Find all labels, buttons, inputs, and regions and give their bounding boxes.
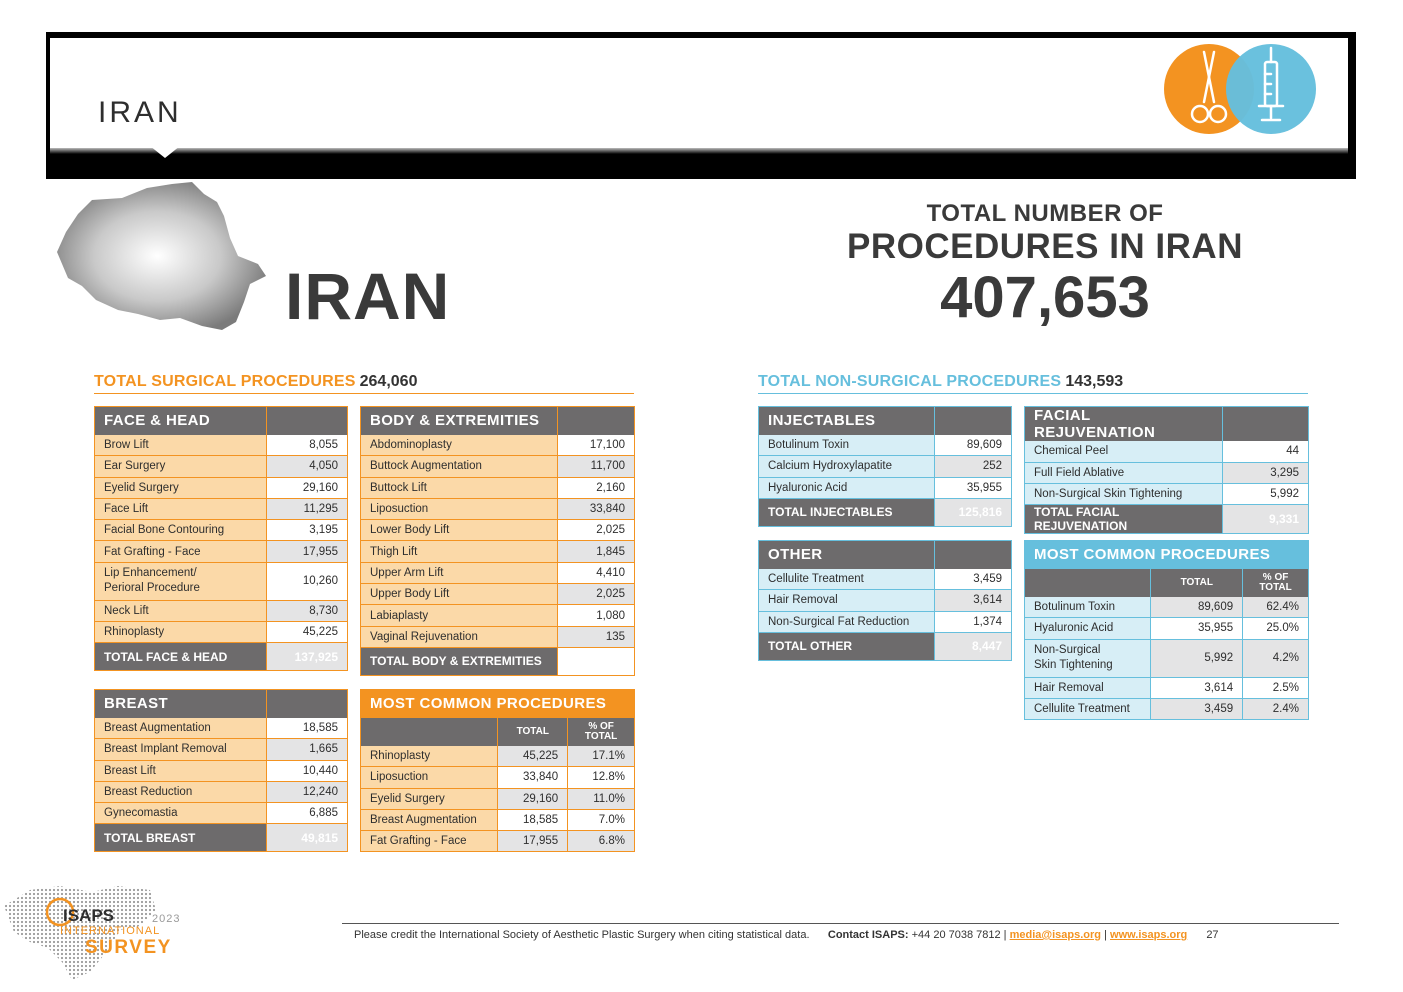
non-surgical-most-common-table bbox=[1024, 540, 1309, 720]
table-row: Liposuction 33,840 bbox=[361, 498, 635, 519]
table-row: Botulinum Toxin 89,609 62.4% bbox=[1025, 597, 1309, 618]
table-row: Full Field Ablative 3,295 bbox=[1025, 462, 1309, 483]
table-row: Vaginal Rejuvenation 135 bbox=[361, 626, 635, 647]
table-title: MOST COMMON PROCEDURES bbox=[361, 690, 635, 718]
non-surgical-total-label: TOTAL NON-SURGICAL PROCEDURES bbox=[758, 373, 1062, 390]
non-surgical-total-value: 143,593 bbox=[1065, 373, 1124, 390]
table-row: Fat Grafting - Face 17,955 bbox=[95, 541, 348, 562]
table-title: BODY & EXTREMITIES bbox=[361, 407, 558, 435]
table-total-row: TOTAL OTHER 8,447 bbox=[759, 632, 1012, 660]
page-number: 27 bbox=[1206, 929, 1219, 941]
svg-text:INTERNATIONAL: INTERNATIONAL bbox=[60, 925, 161, 937]
table-row: Hyaluronic Acid 35,955 25.0% bbox=[1025, 618, 1309, 639]
table-row: Non-Surgical Fat Reduction 1,374 bbox=[759, 611, 1012, 632]
table-row: Breast Reduction 12,240 bbox=[95, 781, 348, 802]
table-row: Lip Enhancement/ Perioral Procedure 10,260 bbox=[95, 562, 348, 600]
email-link[interactable]: media@isaps.org bbox=[1009, 929, 1102, 941]
table-row: Hair Removal 3,614 bbox=[759, 590, 1012, 611]
body-extremities-table bbox=[360, 406, 635, 676]
syringe-icon bbox=[1226, 44, 1316, 134]
table-row: Brow Lift 8,055 bbox=[95, 435, 348, 456]
surgical-most-common-table bbox=[360, 689, 635, 852]
table-row: Eyelid Surgery 29,160 11.0% bbox=[361, 788, 635, 809]
table-row: Hyaluronic Acid 35,955 bbox=[759, 477, 1012, 498]
table-total-row: TOTAL FACIAL REJUVENATION 9,331 bbox=[1025, 505, 1309, 534]
column-header: % OF TOTAL bbox=[568, 718, 635, 746]
website-link[interactable]: www.isaps.org bbox=[1110, 929, 1188, 941]
table-row: Neck Lift 8,730 bbox=[95, 600, 348, 621]
table-row: Abdominoplasty 17,100 bbox=[361, 435, 635, 456]
table-row: Non-Surgical Skin Tightening 5,992 4.2% bbox=[1025, 639, 1309, 677]
injectables-table bbox=[758, 406, 1012, 527]
svg-text:ISAPS: ISAPS bbox=[63, 906, 115, 925]
table-title: MOST COMMON PROCEDURES bbox=[1025, 541, 1309, 569]
total-heading-line1: TOTAL NUMBER OF bbox=[926, 200, 1164, 227]
total-value: 407,653 bbox=[940, 265, 1150, 330]
table-total-row: TOTAL BODY & EXTREMITIES 76,320 bbox=[361, 647, 635, 675]
face-head-table bbox=[94, 406, 348, 671]
table-row: Fat Grafting - Face 17,955 6.8% bbox=[361, 831, 635, 852]
isaps-logo bbox=[0, 876, 190, 986]
table-row: Botulinum Toxin 89,609 bbox=[759, 435, 1012, 456]
table-row: Cellulite Treatment 3,459 2.4% bbox=[1025, 698, 1309, 719]
page-title: IRAN bbox=[98, 96, 182, 129]
footer-credit: Please credit the International Society of Aesthetic Plastic Surgery when citing statistical data. bbox=[354, 929, 810, 941]
table-row: Buttock Augmentation 11,700 bbox=[361, 456, 635, 477]
world-map-icon bbox=[0, 876, 190, 986]
breast-table bbox=[94, 689, 348, 852]
table-row: Hair Removal 3,614 2.5% bbox=[1025, 677, 1309, 698]
footer-separator: | bbox=[1104, 929, 1107, 941]
table-total-row: TOTAL BREAST 49,815 bbox=[95, 824, 348, 852]
column-header: TOTAL bbox=[1151, 569, 1243, 597]
country-name: IRAN bbox=[285, 259, 451, 333]
column-header: TOTAL bbox=[498, 718, 568, 746]
table-title: FACE & HEAD bbox=[95, 407, 267, 435]
table-row: Upper Arm Lift 4,410 bbox=[361, 562, 635, 583]
table-row: Cellulite Treatment 3,459 bbox=[759, 569, 1012, 590]
total-heading-line2: PROCEDURES IN IRAN bbox=[847, 227, 1243, 266]
table-row: Breast Augmentation 18,585 bbox=[95, 718, 348, 739]
table-row: Upper Body Lift 2,025 bbox=[361, 584, 635, 605]
table-row: Ear Surgery 4,050 bbox=[95, 456, 348, 477]
table-title: FACIAL REJUVENATION bbox=[1025, 407, 1223, 442]
table-total-row: TOTAL FACE & HEAD 137,925 bbox=[95, 643, 348, 671]
surgical-total-label: TOTAL SURGICAL PROCEDURES bbox=[94, 373, 356, 390]
svg-text:2023: 2023 bbox=[152, 913, 181, 925]
table-row: Breast Implant Removal 1,665 bbox=[95, 739, 348, 760]
table-row: Eyelid Surgery 29,160 bbox=[95, 477, 348, 498]
table-row: Rhinoplasty 45,225 bbox=[95, 622, 348, 643]
svg-text:SURVEY: SURVEY bbox=[85, 937, 172, 958]
table-row: Calcium Hydroxylapatite 252 bbox=[759, 456, 1012, 477]
surgical-total bbox=[94, 373, 634, 394]
footer bbox=[354, 929, 1219, 941]
banner-notch bbox=[150, 146, 180, 158]
table-row: Buttock Lift 2,160 bbox=[361, 477, 635, 498]
footer-rule bbox=[342, 923, 1339, 924]
table-row: Facial Bone Contouring 3,195 bbox=[95, 520, 348, 541]
table-row: Gynecomastia 6,885 bbox=[95, 803, 348, 824]
table-title: INJECTABLES bbox=[759, 407, 935, 435]
other-table bbox=[758, 540, 1012, 661]
table-row: Thigh Lift 1,845 bbox=[361, 541, 635, 562]
header-panel bbox=[50, 38, 1348, 148]
header-banner bbox=[46, 32, 1356, 179]
surgical-total-value: 264,060 bbox=[359, 373, 418, 390]
table-row: Liposuction 33,840 12.8% bbox=[361, 767, 635, 788]
table-row: Breast Lift 10,440 bbox=[95, 760, 348, 781]
banner-shadow bbox=[50, 148, 1348, 154]
table-title: OTHER bbox=[759, 541, 935, 569]
table-row: Rhinoplasty 45,225 17.1% bbox=[361, 746, 635, 767]
table-row: Face Lift 11,295 bbox=[95, 498, 348, 519]
footer-phone: +44 20 7038 7812 | bbox=[911, 929, 1007, 941]
facial-rejuvenation-table bbox=[1024, 406, 1309, 534]
table-row: Chemical Peel 44 bbox=[1025, 441, 1309, 462]
non-surgical-total bbox=[758, 373, 1308, 394]
table-row: Labiaplasty 1,080 bbox=[361, 605, 635, 626]
table-total-row: TOTAL INJECTABLES 125,816 bbox=[759, 498, 1012, 526]
table-row: Non-Surgical Skin Tightening 5,992 bbox=[1025, 484, 1309, 505]
total-procedures bbox=[760, 200, 1330, 328]
table-title: BREAST bbox=[95, 690, 267, 718]
column-header: % OF TOTAL bbox=[1243, 569, 1309, 597]
table-row: Breast Augmentation 18,585 7.0% bbox=[361, 809, 635, 830]
country-map-icon bbox=[52, 180, 272, 335]
footer-contact-label: Contact ISAPS: bbox=[827, 929, 909, 941]
table-row: Lower Body Lift 2,025 bbox=[361, 520, 635, 541]
